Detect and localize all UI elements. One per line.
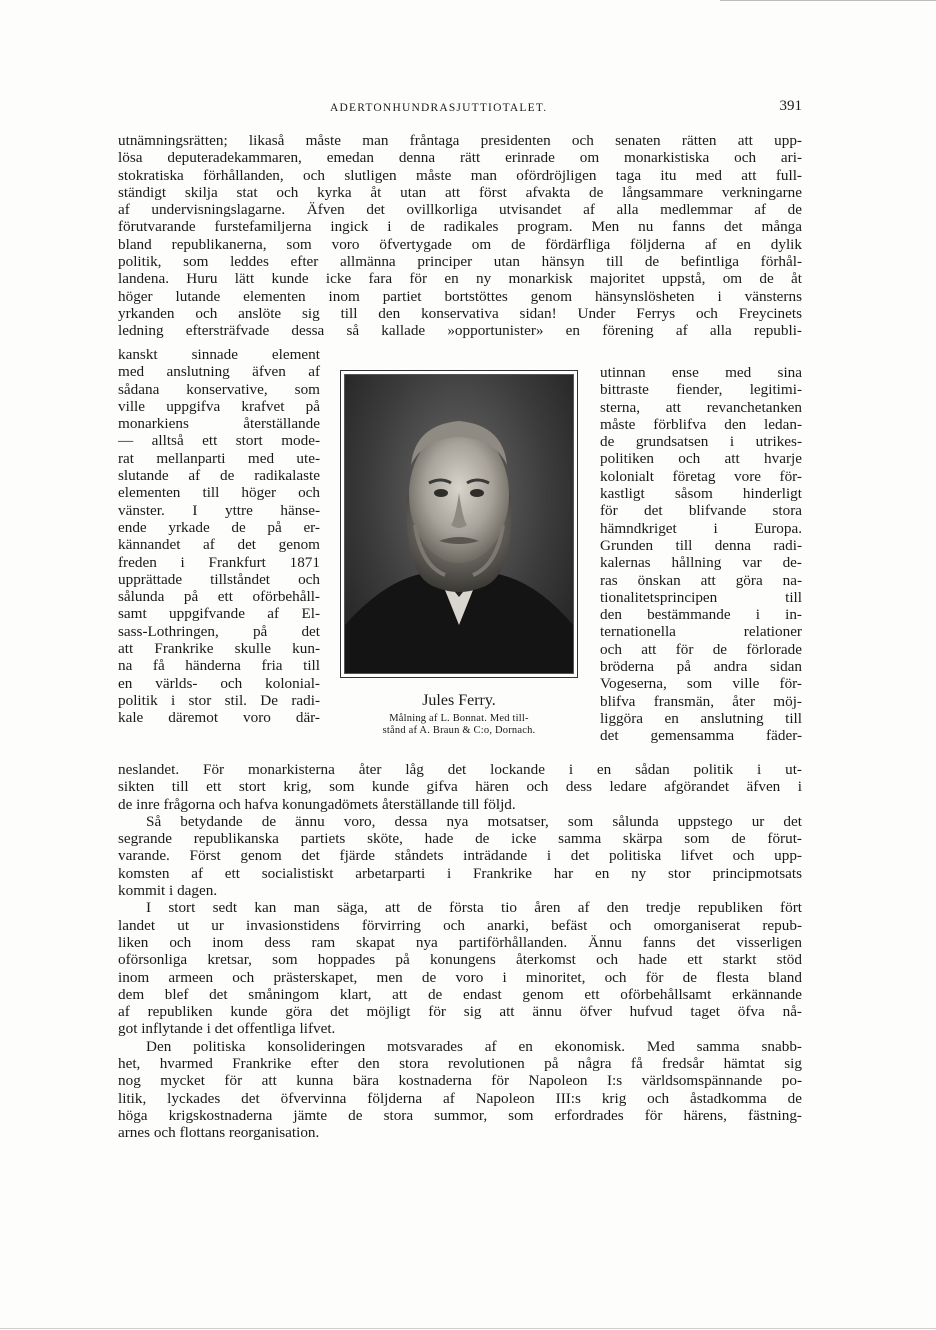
scan-edge-line	[720, 0, 936, 1]
right-column-text	[600, 364, 802, 745]
text-line: måste förblifva den ledan-	[600, 415, 802, 433]
text-line: kastligt såsom hinderligt	[600, 485, 802, 503]
text-line: af republiken kunde göra det möjligt för sig att ännu öfver hufvud taget öfva nå-	[118, 1003, 802, 1021]
text-line: ende yrkade de på er-	[118, 518, 320, 536]
figure-credit-line-1: Målning af L. Bonnat. Med till-	[389, 713, 529, 724]
text-line: ternationella relationer	[600, 623, 802, 641]
text-line: landet ut ur invasionstidens förvirring och anarki, befäst och omorganiserat repub-	[118, 916, 802, 934]
text-line: stokratiska förhållanden, och slutligen måste man ofördröjligen taga itu med att full-	[118, 166, 802, 184]
text-line: kommit i dagen.	[118, 882, 218, 900]
text-line: segrande republikanska partiets sköte, hade de icke samma skärpa som de förut-	[118, 830, 802, 848]
text-line: liken och inom dess ram skapat nya partiförhållanden. Ännu fanns det visserligen	[118, 933, 802, 951]
text-line: dem blef det småningom klart, att de endast genom ett oförbehållsamt erkännande	[118, 985, 802, 1003]
text-line: kännandet af det genom	[118, 536, 320, 554]
text-line: bittraste fiender, legitimi-	[600, 381, 802, 399]
text-line: yrkanden och anslöte sig till den konservativa sidan! Under Ferrys och Freycinets	[118, 304, 802, 322]
portrait-figure	[340, 370, 578, 678]
text-line: politik i stor stil. De radi-	[118, 691, 320, 709]
text-line: blifva fransmän, åter möj-	[600, 692, 802, 710]
text-line: nog mycket för att kunna bära kostnaderna för Napoleon I:s världsomspännande po-	[118, 1072, 802, 1090]
text-line: förutvarande furstefamiljerna ingick i de radikales program. Men nu fanns det många	[118, 218, 802, 236]
text-line: varande. Först genom det fjärde ståndets inträdande i det politiska lifvet och upp-	[118, 847, 802, 865]
text-line: Vogeserna, som ville för-	[600, 675, 802, 693]
text-line: sålunda på ett oförbehåll-	[118, 588, 320, 606]
text-line: elementen till höger och	[118, 484, 320, 502]
text-line: sass-Lothringen, på det	[118, 622, 320, 640]
text-line: na få händerna fria till	[118, 657, 320, 675]
text-line: sådana konservative, som	[118, 380, 320, 398]
text-line: den bestämmande i in-	[600, 606, 802, 624]
text-line: en världs- och kolonial-	[118, 674, 320, 692]
text-line: vänster. I yttre hänse-	[118, 501, 320, 519]
portrait-image	[345, 375, 573, 673]
text-line: höga krigskostnaderna jämte de stora summor, som erfordrades för härens, fästning-	[118, 1106, 802, 1124]
text-line: och att för de förlorade	[600, 640, 802, 658]
text-line: Den politiska konsolideringen motsvarades af en ekonomisk. Med samma snabb-	[146, 1037, 802, 1055]
figure-credit-line-2: stånd af A. Braun & C:o, Dornach.	[382, 724, 536, 736]
text-line: bröderna på andra sidan	[600, 658, 802, 676]
text-line: landena. Huru lätt kunde icke fara för en ny monarkisk majoritet uppstå, om de åt	[118, 270, 802, 288]
text-line: ras önskan att göra na-	[600, 571, 802, 589]
text-line: bland republikanerna, som voro öfvertygade om de fördärfliga följderna af en dylik	[118, 235, 802, 253]
text-line: arnes och flottans reorganisation.	[118, 1124, 320, 1142]
text-line: upprättade tillståndet och	[118, 570, 320, 588]
text-line: inom armeen och prästerskapet, men de voro i minoritet, och för de flesta bland	[118, 968, 802, 986]
text-line: utinnan ense med sina	[600, 364, 802, 381]
figure-caption: Jules Ferry.	[422, 692, 496, 709]
text-line: samt uppgifvande af El-	[118, 605, 320, 623]
text-line: komsten af ett socialistiskt arbetarparti i Frankrike har en ny stor principmotsats	[118, 864, 802, 882]
running-head: ADERTONHUNDRASJUTTIOTALET.	[330, 102, 548, 114]
text-line: det gemensamma fäder-	[600, 727, 802, 745]
text-line: het, hvarmed Frankrike efter den stora revolutionen på några få fredsår hämtat sig	[118, 1055, 802, 1073]
figure-credit	[340, 713, 578, 736]
text-line: rat mellanparti med ute-	[118, 449, 320, 467]
text-line: att Frankrike skulle kun-	[118, 640, 320, 658]
text-line: kolonialt företag vore för-	[600, 467, 802, 485]
text-line: höger lutande elementen inom partiet bortstöttes genom hänsynslösheten i vänsterns	[118, 287, 802, 305]
text-line: Så betydande de ännu voro, dessa nya motsatser, som sålunda uppstego ur det	[146, 812, 802, 830]
text-line: I stort sedt kan man säga, att de första tio åren af den tredje republiken fört	[146, 899, 802, 917]
body-text-top	[118, 132, 802, 340]
text-line: politik, som leddes efter allmänna principer utan hänsyn till de befintliga förhål-	[118, 253, 802, 271]
text-line: lösa deputeradekammaren, emedan denna rätt erinrade om monarkistiska och ari-	[118, 149, 802, 167]
text-line: de inre frågorna och hafva konungadömets återställande till följd.	[118, 795, 516, 813]
text-line: freden i Frankfurt 1871	[118, 553, 320, 571]
text-line: — alltså ett stort mode-	[118, 432, 320, 450]
text-line: för det blifvande stora	[600, 502, 802, 520]
text-line: got inflytande i det offentliga lifvet.	[118, 1020, 336, 1038]
text-line: monarkiens återställande	[118, 415, 320, 433]
text-line: litik, lyckades det öfvervinna följderna af Napoleon III:s krig och åstadkomma de	[118, 1089, 802, 1107]
text-line: utnämningsrätten; likaså måste man fråntaga presidenten och senaten rätten att upp-	[118, 132, 802, 149]
page-number: 391	[779, 98, 802, 114]
text-line: sterna, att revanchetanken	[600, 398, 802, 416]
text-line: ville uppgifva krafvet på	[118, 397, 320, 415]
text-line: neslandet. För monarkisterna åter låg det lockande i en sådan politik i ut-	[118, 761, 802, 778]
text-line: med anslutning äfven af	[118, 363, 320, 381]
text-line: kanskt sinnade element	[118, 346, 320, 363]
text-line: oförsonliga kretsar, som hoppades på konungens återkomst och hade ett starkt stöd	[118, 951, 802, 969]
text-line: slutande af de radikalaste	[118, 467, 320, 485]
text-line: kalernas hållning var de-	[600, 554, 802, 572]
text-line: ledning eftersträfvade dessa så kallade »opportunister» en förening af alla republi-	[118, 322, 802, 340]
text-line: sikten till ett stort krig, som kunde gifva hären och dess ledare afgörandet äfven i	[118, 778, 802, 796]
text-line: hämndkriget i Europa.	[600, 519, 802, 537]
body-text-bottom	[118, 761, 802, 1142]
text-line: ständigt skilja stat och kyrka åt utan att först afvakta de långsammare verkningarne	[118, 183, 802, 201]
text-line: politiken och att hvarje	[600, 450, 802, 468]
portrait-photo	[344, 374, 574, 674]
scan-edge-line-bottom	[0, 1328, 936, 1329]
left-column-text	[118, 346, 320, 727]
text-line: liggöra en anslutning till	[600, 709, 802, 727]
text-line: tionalitetsprincipen till	[600, 588, 802, 606]
text-line: af undervisningslagarne. Äfven det ovillkorliga utvisandet af alla medlemmar af de	[118, 201, 802, 219]
text-line: de grundsatsen i utrikes-	[600, 433, 802, 451]
text-line: kale däremot voro där-	[118, 709, 320, 727]
text-line: Grunden till denna radi-	[600, 536, 802, 554]
